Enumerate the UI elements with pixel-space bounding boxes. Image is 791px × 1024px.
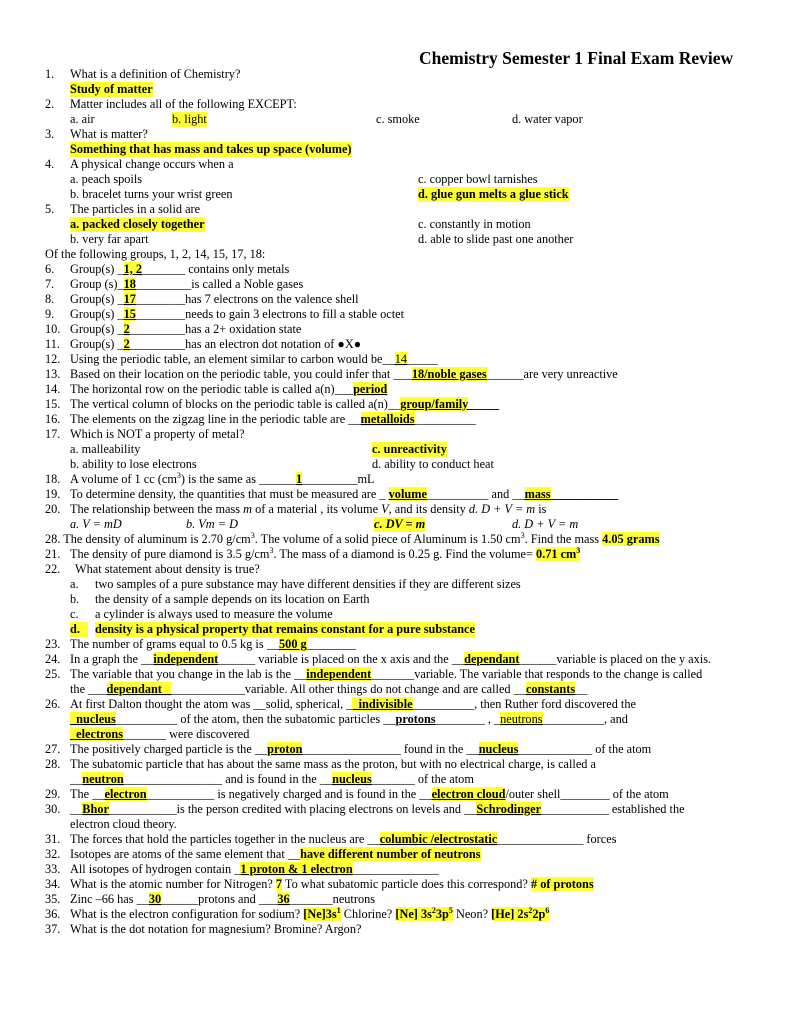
groups-intro: Of the following groups, 1, 2, 14, 15, 17, 18: xyxy=(45,247,266,261)
question-3: 3. What is matter? xyxy=(45,127,148,141)
question-26-line2: _nucleus__________ of the atom, then the subatomic particles __protons________ , _neutrons__________, and xyxy=(70,712,628,726)
options-2: a. air b. light c. smoke d. water vapor xyxy=(70,112,583,126)
options-4-row2: b. bracelet turns your wrist green d. glue gun melts a glue stick xyxy=(70,187,569,201)
question-9: 9. Group(s) _15________needs to gain 3 electrons to fill a stable octet xyxy=(45,307,404,321)
question-6: 6. Group(s) _1, 2_______ contains only metals xyxy=(45,262,290,276)
answer-1: Study of matter xyxy=(70,82,153,96)
question-20: 20. The relationship between the mass m of a material , its volume V, and its density d. D + V = m is xyxy=(45,502,547,516)
question-7: 7. Group (s)_18_________is called a Noble gases xyxy=(45,277,304,291)
question-28-neutron: 28. The subatomic particle that has about the same mass as the proton, but with no electrical charge, is called a xyxy=(45,757,596,771)
options-17-row1: a. malleability c. unreactivity xyxy=(70,442,447,456)
option-22a: a. two samples of a pure substance may have different densities if they are different sizes xyxy=(70,577,521,591)
answer-3: Something that has mass and takes up space (volume) xyxy=(70,142,352,156)
question-34: 34. What is the atomic number for Nitrogen? 7 To what subatomic particle does this correspond? # of protons xyxy=(45,877,594,891)
question-16: 16. The elements on the zigzag line in the periodic table are __metalloids__________ xyxy=(45,412,477,426)
question-32: 32. Isotopes are atoms of the same element that __have different number of neutrons xyxy=(45,847,481,861)
option-22c: c. a cylinder is always used to measure the volume xyxy=(70,607,333,621)
options-17-row2: b. ability to lose electrons d. ability to conduct heat xyxy=(70,457,494,471)
question-21: 21. The density of pure diamond is 3.5 $g/cm^3$. The mass of a diamond is 0.25 g. Find the volume= 0.71 $cm^3$ xyxy=(45,545,581,561)
options-4-row1: a. peach spoils c. copper bowl tarnishes xyxy=(70,172,538,186)
question-26: 26. At first Dalton thought the atom was __solid, spherical, __indivisible__________, then Ruther ford discovered the xyxy=(45,697,636,711)
question-10: 10. Group(s) _2_________has a 2+ oxidation state xyxy=(45,322,302,336)
question-25-line2: the ___dependant _____________variable. All other things do not change and are called __constants__ xyxy=(70,682,588,696)
question-27: 27. The positively charged particle is the __proton________________ found in the __nucleus____________ of the atom xyxy=(45,742,652,756)
question-35: 35. Zinc –66 has __30______protons and ___36_______neutrons xyxy=(45,892,376,906)
question-23: 23. The number of grams equal to 0.5 kg is __500 g________ xyxy=(45,637,356,651)
question-28-density: 28. The density of aluminum is 2.70 $g/cm^3$. The volume of a solid piece of Aluminum is 1.50 $cm^3$. Find the mass 4.05 grams xyxy=(45,530,660,546)
options-5-row1: a. packed closely together c. constantly in motion xyxy=(70,217,531,231)
question-14: 14. The horizontal row on the periodic table is called a(n)___period xyxy=(45,382,388,396)
options-20: a. V = mD b. Vm = D c. DV = m d. D + V = m xyxy=(70,517,579,531)
question-36: 36. What is the electron configuration for sodium? $[Ne]3s^1$ Chlorine? [Ne] $3s^23p^5$ Neon? [He] $2s^22p^6$ xyxy=(45,905,550,921)
question-5: 5. The particles in a solid are xyxy=(45,202,201,216)
question-15: 15. The vertical column of blocks on the periodic table is called a(n)__group/family_____ xyxy=(45,397,500,411)
page-title: Chemistry Semester 1 Final Exam Review xyxy=(419,48,734,68)
question-19: 19. To determine density, the quantities that must be measured are _ volume__________ and __mass___________ xyxy=(45,487,619,501)
question-30: 30. __Bhor___________is the person credited with placing electrons on levels and __Schrodinger___________ established the xyxy=(45,802,685,816)
question-31: 31. The forces that hold the particles together in the nucleus are __columbic /electrostatic______________ forces xyxy=(45,832,617,846)
question-26-line3: _electrons_______ were discovered xyxy=(70,727,250,741)
question-18: 18. A volume of 1 cc $(cm^3)$ is the same as ______1_________mL xyxy=(45,470,375,486)
question-13: 13. Based on their location on the periodic table, you could infer that ___18/noble gases______are very unreactive xyxy=(45,367,618,381)
question-4: 4. A physical change occurs when a xyxy=(45,157,234,171)
question-24: 24. In a graph the __independent______ variable is placed on the x axis and the __dependant______variable is placed on the y axis. xyxy=(45,652,712,666)
option-22b: b. the density of a sample depends on its location on Earth xyxy=(70,592,370,606)
question-22: 22. What statement about density is true? xyxy=(45,562,260,576)
question-17: 17. Which is NOT a property of metal? xyxy=(45,427,245,441)
options-5-row2: b. very far apart d. able to slide past one another xyxy=(70,232,574,246)
question-37: 37. What is the dot notation for magnesium? Bromine? Argon? xyxy=(45,922,362,936)
question-12: 12. Using the periodic table, an element similar to carbon would be__14_____ xyxy=(45,352,438,366)
question-8: 8. Group(s) _17________has 7 electrons on the valence shell xyxy=(45,292,359,306)
question-29: 29. The __electron___________ is negatively charged and is found in the __electron cloud/outer shell________ of the atom xyxy=(45,787,669,801)
question-1: 1. What is a definition of Chemistry? xyxy=(45,67,241,81)
option-22d: d. density is a physical property that remains constant for a pure substance xyxy=(70,622,475,636)
question-11: 11. Group(s) _2_________has an electron dot notation of ●X● xyxy=(45,337,362,351)
question-30-line2: electron cloud theory. xyxy=(70,817,177,831)
question-2: 2. Matter includes all of the following EXCEPT: xyxy=(45,97,297,111)
question-33: 33. All isotopes of hydrogen contain _1 proton & 1 electron______________ xyxy=(45,862,439,876)
question-25: 25. The variable that you change in the lab is the __independent_______variable. The variable that responds to the change is called xyxy=(45,667,703,681)
question-28-neutron-line2: __neutron________________ and is found in the __nucleus_______ of the atom xyxy=(70,772,474,786)
